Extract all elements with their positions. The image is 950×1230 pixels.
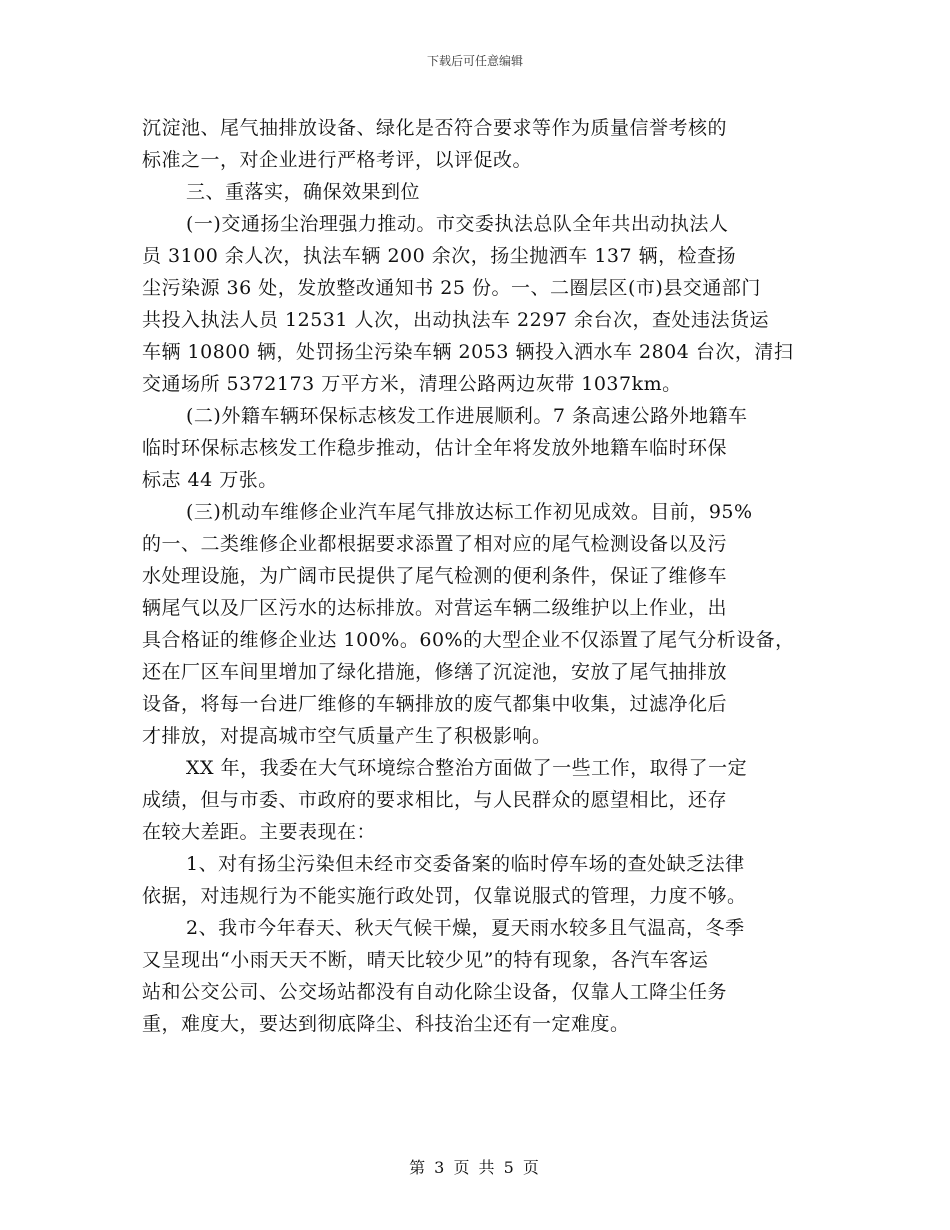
page-footer: 第 3 页 共 5 页 (409, 1158, 541, 1177)
text-line: 共投入执法人员 12531 人次，出动执法车 2297 余台次，查处违法货运 (142, 309, 769, 331)
paragraph-start-line: 2、我市今年春天、秋天气候干燥，夏天雨水较多且气温高，冬季 (186, 917, 745, 939)
text-line: 还在厂区车间里增加了绿化措施，修缮了沉淀池，安放了尾气抽排放 (142, 661, 728, 683)
text-line: 车辆 10800 辆，处罚扬尘污染车辆 2053 辆投入洒水车 2804 台次，清扫 (142, 341, 794, 363)
text-line: 在较大差距。主要表现在： (142, 821, 377, 843)
text-line: 成绩，但与市委、市政府的要求相比，与人民群众的愿望相比，还存 (142, 789, 728, 811)
paragraph-start-line: (一)交通扬尘治理强力推动。市交委执法总队全年共出动执法人 (186, 213, 729, 235)
text-line: 尘污染源 36 处，发放整改通知书 25 份。一、二圈层区(市)县交通部门 (142, 277, 761, 299)
text-line: 的一、二类维修企业都根据要求添置了相对应的尾气检测设备以及污 (142, 533, 728, 555)
text-line: 设备，将每一台进厂维修的车辆排放的废气都集中收集，过滤净化后 (142, 693, 728, 715)
page-header: 下载后可任意编辑 (426, 54, 523, 68)
body-text (142, 112, 822, 1040)
text-line: 依据，对违规行为不能实施行政处罚，仅靠说服式的管理，力度不够。 (142, 885, 747, 907)
paragraph-start-line: XX 年，我委在大气环境综合整治方面做了一些工作，取得了一定 (186, 757, 748, 779)
text-line: 交通场所 5372173 万平方米，清理公路两边灰带 1037km。 (142, 373, 682, 395)
text-line: 才排放，对提高城市空气质量产生了积极影响。 (142, 725, 552, 747)
text-line: 临时环保标志核发工作稳步推动，估计全年将发放外地籍车临时环保 (142, 437, 728, 459)
text-line: 员 3100 余人次，执法车辆 200 余次，扬尘抛洒车 137 辆，检查扬 (142, 245, 737, 267)
section-heading: 三、重落实，确保效果到位 (186, 181, 421, 203)
text-line: 具合格证的维修企业达 100%。60%的大型企业不仅添置了尾气分析设备， (142, 629, 795, 651)
text-line: 重，难度大，要达到彻底降尘、科技治尘还有一定难度。 (142, 1013, 630, 1035)
text-line: 标志 44 万张。 (142, 469, 278, 491)
text-line: 沉淀池、尾气抽排放设备、绿化是否符合要求等作为质量信誉考核的 (142, 117, 728, 139)
paragraph-start-line: 1、对有扬尘污染但未经市交委备案的临时停车场的查处缺乏法律 (186, 853, 745, 875)
text-line: 辆尾气以及厂区污水的达标排放。对营运车辆二级维护以上作业，出 (142, 597, 728, 619)
text-line: 又呈现出“小雨天天不断，晴天比较少见”的特有现象，各汽车客运 (142, 949, 709, 971)
text-line: 水处理设施，为广阔市民提供了尾气检测的便利条件，保证了维修车 (142, 565, 728, 587)
text-line: 标准之一，对企业进行严格考评，以评促改。 (142, 149, 533, 171)
text-line: 站和公交公司、公交场站都没有自动化除尘设备，仅靠人工降尘任务 (142, 981, 728, 1003)
paragraph-start-line: (三)机动车维修企业汽车尾气排放达标工作初见成效。目前，95% (186, 501, 753, 523)
paragraph-start-line: (二)外籍车辆环保标志核发工作进展顺利。7 条高速公路外地籍车 (186, 405, 748, 427)
